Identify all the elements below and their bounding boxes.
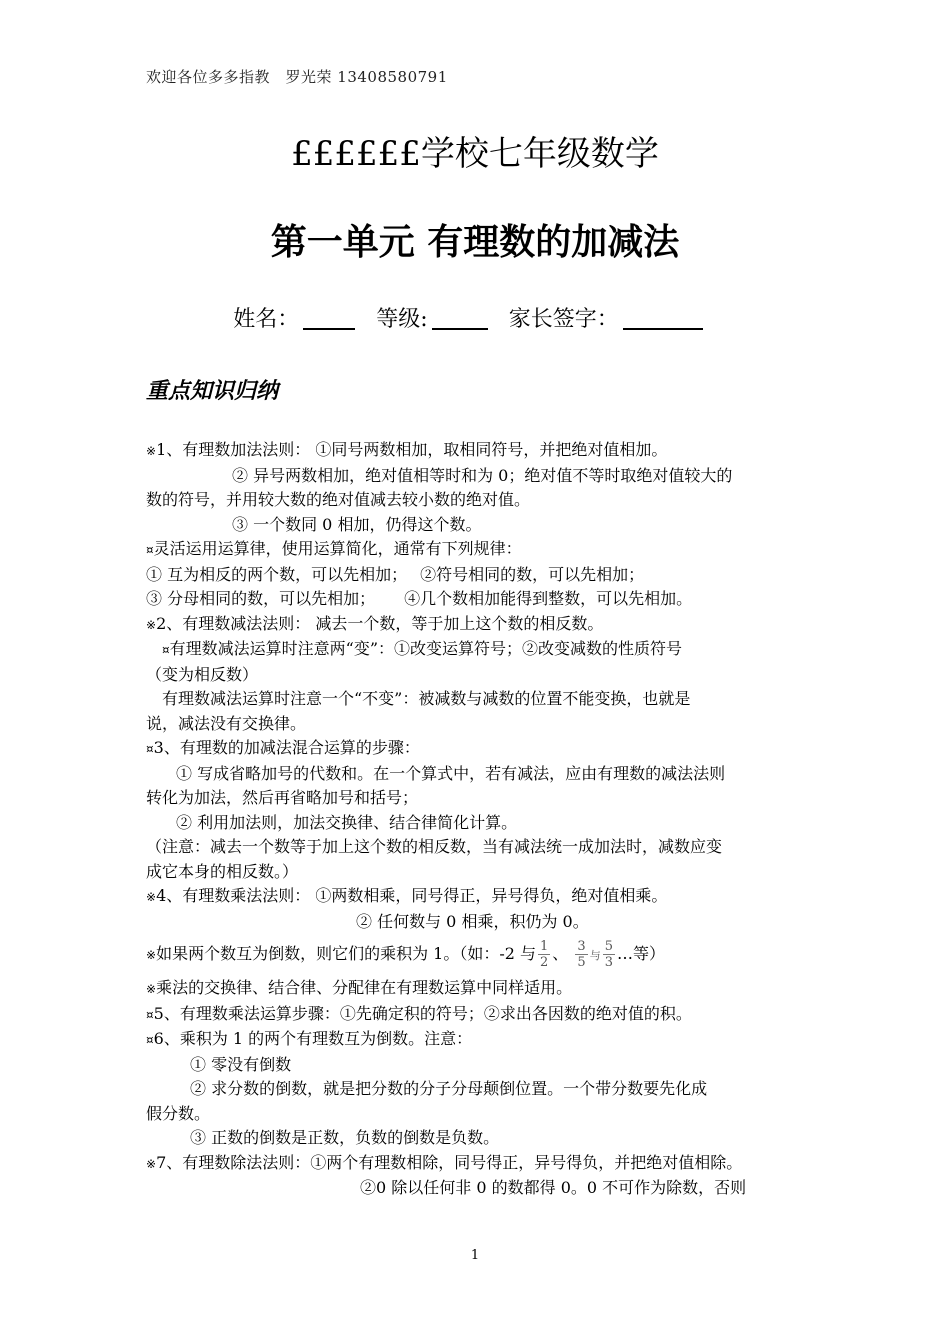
- text-line: 数的符号，并用较大数的绝对值减去较小数的绝对值。: [146, 490, 531, 509]
- name-blank: [303, 306, 355, 330]
- student-info-row: [0, 302, 950, 333]
- school-title: ££££££学校七年级数学: [291, 134, 659, 174]
- bullet-symbol: ※: [146, 1156, 157, 1171]
- text-line: （变为相反数）: [146, 664, 259, 684]
- text-line: ② 利用加法则，加法交换律、结合律简化计算。: [176, 812, 518, 832]
- text-line: 说，减法没有交换律。: [146, 713, 307, 733]
- fraction-three-fifths: $\frac{3}{5}$: [577, 939, 586, 970]
- reciprocal-example-line: ※如果两个数互为倒数，则它们的乘积为 1。（如：-2 与 $\frac{1}{2}$ 、 $\frac{3}{5}$ 与 $\frac{5}{3}$ …等）: [146, 939, 665, 970]
- text-line: 成它本身的相反数。）: [146, 861, 299, 881]
- bullet-symbol: ※: [146, 982, 157, 996]
- text-line: 有理数减法运算时注意一个“不变”：被减数与减数的位置不能变换，也就是: [162, 689, 691, 708]
- text-line: ② 异号两数相加，绝对值相等时和为 0；绝对值不等时取绝对值较大的: [232, 465, 733, 485]
- text-line: ① 零没有倒数: [190, 1054, 292, 1074]
- text-line: 假分数。: [146, 1103, 211, 1123]
- text-line: ※1、有理数加法法则： ①同号两数相加，取相同符号，并把绝对值相加。: [146, 440, 668, 459]
- bullet-symbol: ※: [146, 444, 157, 458]
- text-line: ③ 分母相同的数，可以先相加； ④几个数相加能得到整数，可以先相加。: [146, 589, 693, 608]
- grade-blank: [432, 306, 488, 330]
- text-line: ¤有理数减法运算时注意两“变”：①改变运算符号；②改变减数的性质符号: [162, 639, 683, 658]
- text-line: ② 任何数与 0 相乘，积仍为 0。: [356, 911, 589, 931]
- bullet-symbol: ※: [146, 948, 157, 962]
- name-label: 姓名：: [233, 307, 300, 332]
- parent-signature-blank: [623, 306, 703, 330]
- text-line: ¤3、有理数的加减法混合运算的步骤：: [146, 738, 420, 757]
- text-line: ¤5、有理数乘法运算步骤：①先确定积的符号；②求出各因数的绝对值的积。: [146, 1003, 692, 1023]
- text-line: ※2、有理数减法法则： 减去一个数，等于加上这个数的相反数。: [146, 613, 604, 633]
- text-line: （注意：减去一个数等于加上这个数的相反数，当有减法统一成加法时，减数应变: [146, 837, 723, 856]
- knowledge-summary: [146, 438, 810, 1201]
- bullet-symbol: ¤: [162, 643, 170, 657]
- text-line: ※4、有理数乘法法则： ①两数相乘，同号得正，异号得负，绝对值相乘。: [146, 886, 668, 905]
- text-line: ※乘法的交换律、结合律、分配律在有理数运算中同样适用。: [146, 978, 573, 997]
- text-line: ②0 除以任何非 0 的数都得 0。0 不可作为除数，否则: [360, 1178, 747, 1197]
- text-line: ① 写成省略加号的代数和。在一个算式中，若有减法，应由有理数的减法法则: [176, 763, 726, 783]
- section-heading: 重点知识归纳: [146, 379, 279, 404]
- page-number: 1: [470, 1248, 480, 1263]
- bullet-symbol: ¤: [146, 742, 154, 756]
- fraction-five-thirds: $\frac{5}{3}$: [604, 939, 613, 970]
- text-line: ③ 一个数同 0 相加，仍得这个数。: [232, 514, 482, 534]
- parent-signature-label: 家长签字：: [508, 307, 619, 332]
- text-line: ② 求分数的倒数，就是把分数的分子分母颠倒位置。一个带分数要先化成: [190, 1079, 708, 1098]
- text-line: 转化为加法，然后再省略加号和括号；: [146, 788, 419, 807]
- text-line: ① 互为相反的两个数，可以先相加； ②符号相同的数，可以先相加；: [146, 564, 645, 584]
- unit-title: 第一单元 有理数的加减法: [270, 222, 680, 263]
- bullet-symbol: ※: [146, 617, 157, 632]
- text-line: ※7、有理数除法法则：①两个有理数相除，同号得正，异号得负，并把绝对值相除。: [146, 1152, 743, 1172]
- grade-label: 等级:: [376, 307, 428, 332]
- text-line: ¤6、乘积为 1 的两个有理数互为倒数。注意：: [146, 1029, 473, 1048]
- text-line: ③ 正数的倒数是正数，负数的倒数是负数。: [190, 1128, 500, 1147]
- bullet-symbol: ※: [146, 890, 157, 904]
- bullet-symbol: ¤: [146, 1007, 154, 1022]
- bullet-symbol: ¤: [146, 1033, 154, 1047]
- fraction-one-half: $\frac{1}{2}$: [540, 939, 549, 970]
- text-line: ¤灵活运用运算律，使用运算简化，通常有下列规律：: [146, 539, 522, 558]
- header-note: 欢迎各位多多指教 罗光荣 13408580791: [146, 68, 448, 86]
- bullet-symbol: ¤: [146, 543, 154, 557]
